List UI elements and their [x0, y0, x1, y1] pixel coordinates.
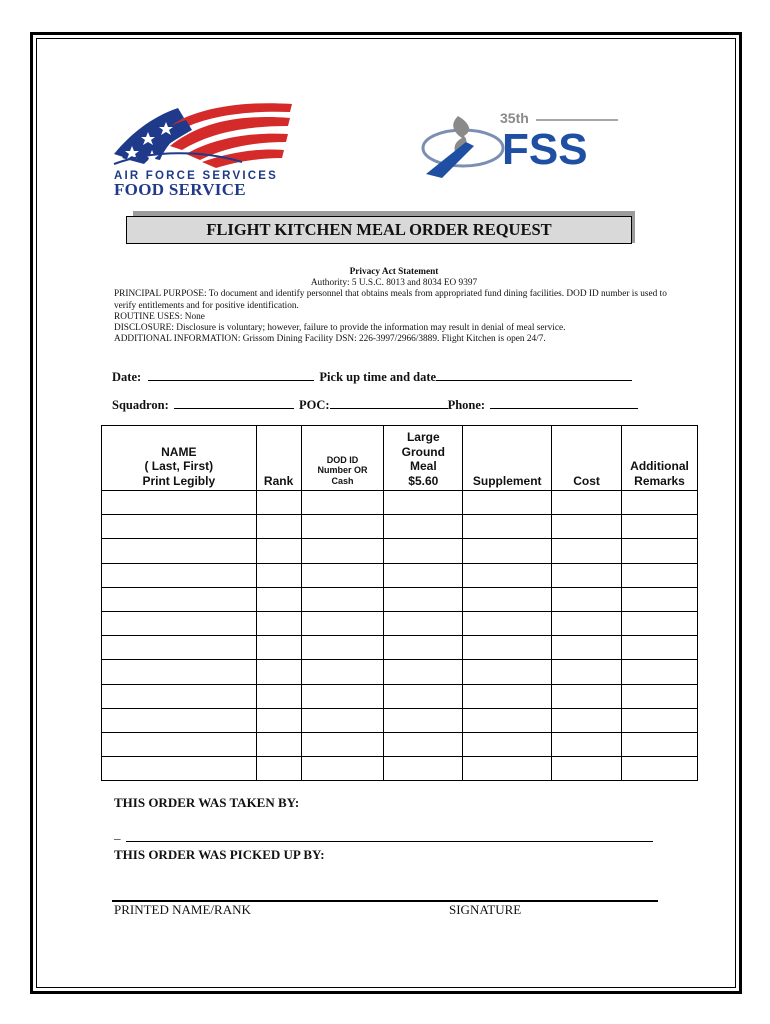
- table-cell[interactable]: [256, 708, 301, 732]
- picked-up-by-label: THIS ORDER WAS PICKED UP BY:: [114, 847, 325, 862]
- col-header-rank: Rank: [256, 426, 301, 491]
- privacy-act-statement: [114, 267, 674, 345]
- table-cell[interactable]: [256, 684, 301, 708]
- taken-by-line[interactable]: [126, 841, 653, 842]
- squadron-poc-phone-row: [112, 397, 638, 413]
- table-row: [102, 660, 698, 684]
- afs-logo-line2: FOOD SERVICE: [114, 180, 246, 199]
- table-cell[interactable]: [552, 732, 622, 756]
- table-cell[interactable]: [301, 636, 384, 660]
- table-cell[interactable]: [552, 611, 622, 635]
- table-cell[interactable]: [622, 491, 698, 515]
- table-cell[interactable]: [463, 732, 552, 756]
- printed-name-rank-label: PRINTED NAME/RANK: [114, 902, 251, 917]
- table-cell[interactable]: [384, 587, 463, 611]
- table-cell[interactable]: [384, 660, 463, 684]
- taken-by-prefix: _: [114, 826, 121, 841]
- table-cell[interactable]: [301, 757, 384, 781]
- table-cell[interactable]: [301, 708, 384, 732]
- table-header-row: [102, 426, 698, 491]
- poc-field[interactable]: [330, 397, 448, 409]
- table-cell[interactable]: [552, 563, 622, 587]
- table-cell[interactable]: [622, 757, 698, 781]
- table-cell[interactable]: [622, 636, 698, 660]
- table-cell[interactable]: [384, 684, 463, 708]
- table-cell[interactable]: [256, 515, 301, 539]
- table-cell[interactable]: [552, 636, 622, 660]
- table-row: [102, 491, 698, 515]
- table-cell[interactable]: [102, 563, 257, 587]
- table-cell[interactable]: [463, 757, 552, 781]
- meal-order-table: [101, 425, 698, 781]
- table-cell[interactable]: [256, 636, 301, 660]
- col-header-remarks: Additional Remarks: [622, 426, 698, 491]
- table-cell[interactable]: [463, 587, 552, 611]
- table-cell[interactable]: [301, 587, 384, 611]
- privacy-additional-info: ADDITIONAL INFORMATION: Grissom Dining Facility DSN: 226-3997/2966/3889. Flight Kitchen is open 24/7.: [114, 334, 546, 345]
- table-cell[interactable]: [102, 515, 257, 539]
- table-cell[interactable]: [463, 563, 552, 587]
- table-row: [102, 708, 698, 732]
- table-cell[interactable]: [384, 515, 463, 539]
- table-cell[interactable]: [384, 636, 463, 660]
- taken-by-label: THIS ORDER WAS TAKEN BY:: [114, 795, 300, 810]
- table-cell[interactable]: [552, 684, 622, 708]
- table-cell[interactable]: [463, 708, 552, 732]
- form-title: FLIGHT KITCHEN MEAL ORDER REQUEST: [126, 216, 632, 244]
- table-cell[interactable]: [384, 757, 463, 781]
- table-cell[interactable]: [102, 684, 257, 708]
- table-cell[interactable]: [102, 611, 257, 635]
- 35th-label: 35th: [500, 110, 529, 126]
- table-cell[interactable]: [301, 611, 384, 635]
- table-cell[interactable]: [102, 757, 257, 781]
- privacy-disclosure: DISCLOSURE: Disclosure is voluntary; however, failure to provide the information may result in denial of meal service.: [114, 323, 566, 334]
- table-row: [102, 587, 698, 611]
- table-cell[interactable]: [102, 539, 257, 563]
- table-cell[interactable]: [552, 539, 622, 563]
- table-cell[interactable]: [102, 708, 257, 732]
- table-cell[interactable]: [256, 587, 301, 611]
- date-pickup-row: [112, 369, 632, 385]
- table-cell[interactable]: [102, 636, 257, 660]
- table-cell[interactable]: [384, 491, 463, 515]
- table-cell[interactable]: [463, 660, 552, 684]
- table-cell[interactable]: [102, 660, 257, 684]
- fss-label: FSS: [502, 125, 588, 174]
- col-header-name: NAME ( Last, First) Print Legibly: [102, 426, 257, 491]
- table-cell[interactable]: [256, 732, 301, 756]
- table-cell[interactable]: [301, 539, 384, 563]
- pickup-field[interactable]: [436, 369, 632, 381]
- table-cell[interactable]: [384, 708, 463, 732]
- table-cell[interactable]: [301, 732, 384, 756]
- table-cell[interactable]: [256, 611, 301, 635]
- table-row: [102, 539, 698, 563]
- table-cell[interactable]: [552, 708, 622, 732]
- table-row: [102, 757, 698, 781]
- table-cell[interactable]: [301, 563, 384, 587]
- table-row: [102, 611, 698, 635]
- table-cell[interactable]: [622, 563, 698, 587]
- table-cell[interactable]: [301, 491, 384, 515]
- table-row: [102, 732, 698, 756]
- table-cell[interactable]: [384, 732, 463, 756]
- table-cell[interactable]: [552, 491, 622, 515]
- poc-label: POC:: [299, 398, 330, 412]
- table-cell[interactable]: [301, 515, 384, 539]
- date-field[interactable]: [148, 369, 314, 381]
- 35th-fss-logo: [418, 106, 623, 186]
- table-cell[interactable]: [622, 587, 698, 611]
- table-cell[interactable]: [463, 636, 552, 660]
- table-cell[interactable]: [256, 563, 301, 587]
- privacy-authority: Authority: 5 U.S.C. 8013 and 8034 EO 9397: [310, 278, 478, 289]
- table-cell[interactable]: [301, 660, 384, 684]
- table-cell[interactable]: [256, 539, 301, 563]
- table-cell[interactable]: [256, 660, 301, 684]
- table-row: [102, 515, 698, 539]
- table-cell[interactable]: [102, 587, 257, 611]
- table-cell[interactable]: [622, 732, 698, 756]
- table-cell[interactable]: [622, 611, 698, 635]
- col-header-dod-id: DOD ID Number OR Cash: [301, 426, 384, 491]
- table-cell[interactable]: [622, 515, 698, 539]
- table-row: [102, 684, 698, 708]
- table-cell[interactable]: [384, 563, 463, 587]
- date-label: Date:: [112, 370, 142, 384]
- afs-logo-line1: AIR FORCE SERVICES: [114, 170, 278, 182]
- table-cell[interactable]: [102, 732, 257, 756]
- col-header-cost: Cost: [552, 426, 622, 491]
- phone-field[interactable]: [490, 397, 638, 409]
- table-cell[interactable]: [622, 660, 698, 684]
- table-cell[interactable]: [622, 684, 698, 708]
- table-cell[interactable]: [102, 491, 257, 515]
- table-cell[interactable]: [463, 539, 552, 563]
- table-cell[interactable]: [463, 611, 552, 635]
- table-cell[interactable]: [463, 515, 552, 539]
- privacy-routine-uses: ROUTINE USES: None: [114, 311, 205, 322]
- privacy-purpose: PRINCIPAL PURPOSE: To document and identify personnel that obtains meals from appropriated fund dining facilities. DOD ID number is used to verify entitlements and for positive identification.: [114, 289, 667, 311]
- table-cell[interactable]: [463, 684, 552, 708]
- table-cell[interactable]: [552, 515, 622, 539]
- col-header-supplement: Supplement: [463, 426, 552, 491]
- table-row: [102, 636, 698, 660]
- table-cell[interactable]: [552, 660, 622, 684]
- squadron-field[interactable]: [174, 397, 294, 409]
- signature-label: SIGNATURE: [449, 902, 522, 917]
- col-header-meal: Large Ground Meal $5.60: [384, 426, 463, 491]
- table-cell[interactable]: [301, 684, 384, 708]
- table-cell[interactable]: [256, 491, 301, 515]
- table-row: [102, 563, 698, 587]
- table-cell[interactable]: [384, 611, 463, 635]
- squadron-label: Squadron:: [112, 398, 169, 412]
- pickup-label: Pick up time and date: [319, 370, 437, 384]
- table-cell[interactable]: [384, 539, 463, 563]
- table-cell[interactable]: [552, 757, 622, 781]
- phone-label: Phone:: [447, 398, 486, 412]
- table-cell[interactable]: [256, 757, 301, 781]
- privacy-heading: Privacy Act Statement: [349, 267, 439, 277]
- table-cell[interactable]: [552, 587, 622, 611]
- table-cell[interactable]: [622, 539, 698, 563]
- table-cell[interactable]: [463, 491, 552, 515]
- table-cell[interactable]: [622, 708, 698, 732]
